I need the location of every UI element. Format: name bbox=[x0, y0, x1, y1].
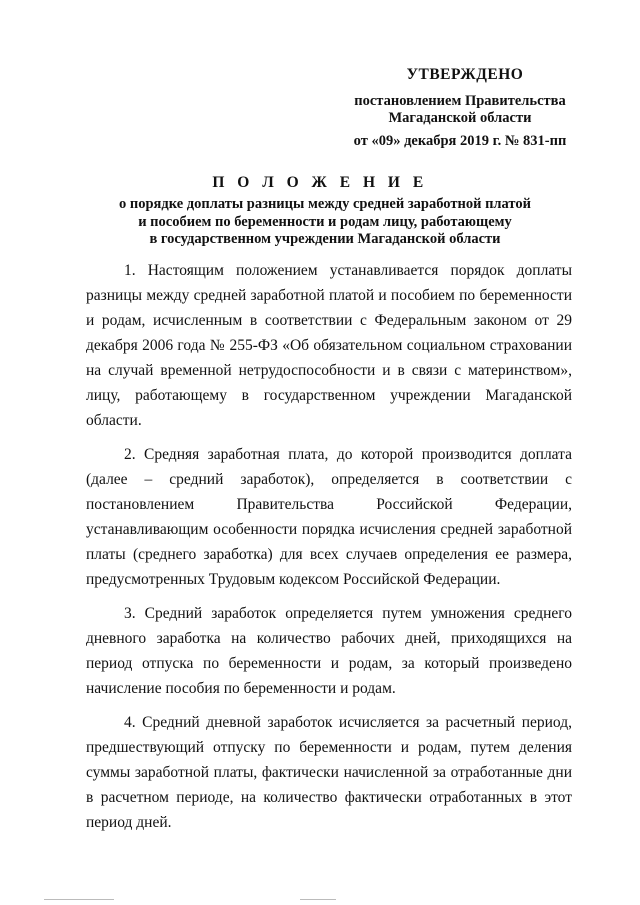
paragraph-2: 2. Средняя заработная плата, до которой производится доплата (далее – средний заработок), определяется в соответствии с постановлением Правительства Российской Федерации, устанавливающим особенности порядка исчисления средней заработной платы (среднего заработка) для всех случаев определения ее размера, предусмотренных Трудовым кодексом Российской Федерации. bbox=[86, 446, 572, 588]
document-body bbox=[86, 258, 572, 844]
approval-date-number-line: от «09» декабря 2019 г. № 831-пп bbox=[353, 133, 567, 149]
approval-resolution-line: постановлением Правительства bbox=[354, 93, 566, 109]
scan-artifact-left bbox=[44, 899, 114, 900]
document-title: П О Л О Ж Е Н И Е bbox=[212, 174, 428, 191]
scan-artifact-center bbox=[300, 899, 336, 900]
approval-block bbox=[340, 66, 580, 150]
subtitle-line-2: и пособием по беременности и родам лицу, работающему bbox=[138, 213, 512, 230]
approval-region-line: Магаданской области bbox=[388, 110, 532, 126]
approved-heading: УТВЕРЖДЕНО bbox=[406, 66, 524, 83]
document-subtitle bbox=[96, 196, 554, 249]
paragraph-3: 3. Средний заработок определяется путем умножения среднего дневного заработка на количество рабочих дней, приходящихся на период отпуска по беременности и родам, за который произведено начисление пособия по беременности и родам. bbox=[86, 605, 572, 697]
subtitle-line-1: о порядке доплаты разницы между средней заработной платой bbox=[119, 196, 531, 212]
subtitle-line-3: в государственном учреждении Магаданской области bbox=[149, 231, 501, 247]
page-footer bbox=[0, 895, 640, 905]
paragraph-1: 1. Настоящим положением устанавливается порядок доплаты разницы между средней заработной платой и пособием по беременности и родам, исчисленным в соответствии с Федеральным законом от 29 декабря 2006 года № 255-ФЗ «Об обязательном социальном страховании на случай временной нетрудоспособности и в связи с материнством», лицу, работающему в государственном учреждении Магаданской области. bbox=[86, 262, 572, 429]
paragraph-4: 4. Средний дневной заработок исчисляется за расчетный период, предшествующий отпуску по беременности и родам, путем деления суммы заработной платы, фактически начисленной за отработанные дни в расчетном периоде, на количество фактически отработанных в этот период дней. bbox=[86, 714, 572, 831]
